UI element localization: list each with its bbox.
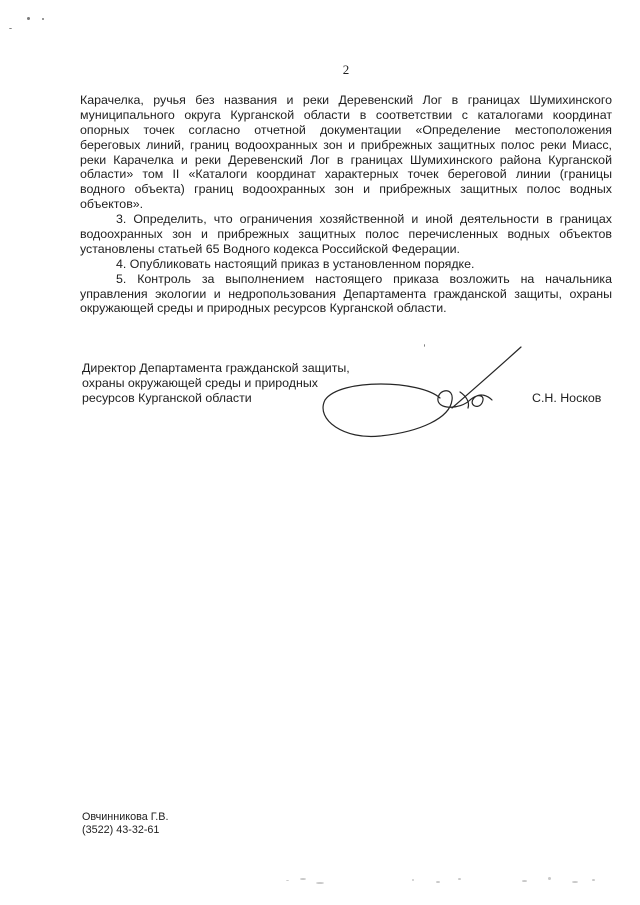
body-text-line: 4. Опубликовать настоящий приказ в установленном порядке. (116, 256, 475, 271)
executor-name: Овчинникова Г.В. (82, 811, 169, 823)
body-text-line: водоохранных зон и прибрежных защитных полос перечисленных водных объектов (80, 227, 612, 242)
signatory-position-line: охраны окружающей среды и природных (82, 376, 318, 390)
body-text-line: Карачелка, ручья без названия и реки Деревенский Лог в границах Шумихинского (80, 93, 612, 107)
body-text-line: муниципального округа Курганской области в соответствии с каталогами координат (80, 107, 612, 122)
body-text-line: опорных точек согласно отчетной документации «Определение местоположения (80, 122, 612, 137)
body-paragraph (80, 272, 612, 317)
scan-speck (522, 880, 527, 882)
body-text-line: области» том II «Каталоги координат характерных точек береговой линии (границы (80, 167, 612, 182)
body-text-line: водного объекта) границ водоохранных зон и прибрежных защитных полос водных (80, 182, 612, 197)
signatory-position-line: ресурсов Курганской области (82, 391, 252, 405)
scan-speck (300, 878, 306, 880)
body-text-line: реки Карачелка и реки Деревенский Лог в границах Шумихинского района Курганской (80, 152, 612, 167)
handwritten-signature (310, 340, 530, 445)
scan-speck (458, 878, 461, 880)
scan-speck (548, 877, 551, 880)
signature-stroke (452, 347, 521, 408)
scan-speck (316, 882, 324, 884)
body-paragraph (80, 257, 612, 272)
scan-speck (286, 880, 289, 881)
body-text-line: береговых линий, границ водоохранных зон и прибрежных защитных полос реки Миасс, (80, 137, 612, 152)
scan-speck (592, 879, 595, 881)
signature-stroke (323, 384, 492, 437)
body-text-line: 3. Определить, что ограничения хозяйственной и иной деятельности в границах (116, 212, 612, 227)
signatory-name: С.Н. Носков (532, 391, 602, 405)
scan-speck (42, 18, 44, 20)
body-text-line: окружающей среды и природных ресурсов Курганской области. (80, 301, 447, 316)
scan-speck (9, 28, 12, 29)
scan-speck (436, 881, 440, 883)
body-text-line: объектов». (80, 197, 144, 212)
body-text-line: 5. Контроль за выполнением настоящего приказа возложить на начальника (116, 271, 612, 286)
scan-speck (27, 17, 30, 20)
executor-info (82, 811, 168, 837)
executor-phone: (3522) 43-32-61 (82, 824, 160, 836)
body-text-line: установлены статьей 65 Водного кодекса Российской Федерации. (80, 241, 460, 256)
scan-speck (572, 881, 578, 883)
page-number: 2 (342, 62, 350, 77)
body-paragraph (80, 93, 612, 212)
body-paragraph (80, 212, 612, 257)
signatory-position-line: Директор Департамента гражданской защиты, (82, 361, 350, 375)
body-text-line: управления экологии и недропользования Департамента гражданской защиты, охраны (80, 286, 612, 301)
scan-speck (412, 879, 414, 881)
body-text (80, 93, 612, 316)
